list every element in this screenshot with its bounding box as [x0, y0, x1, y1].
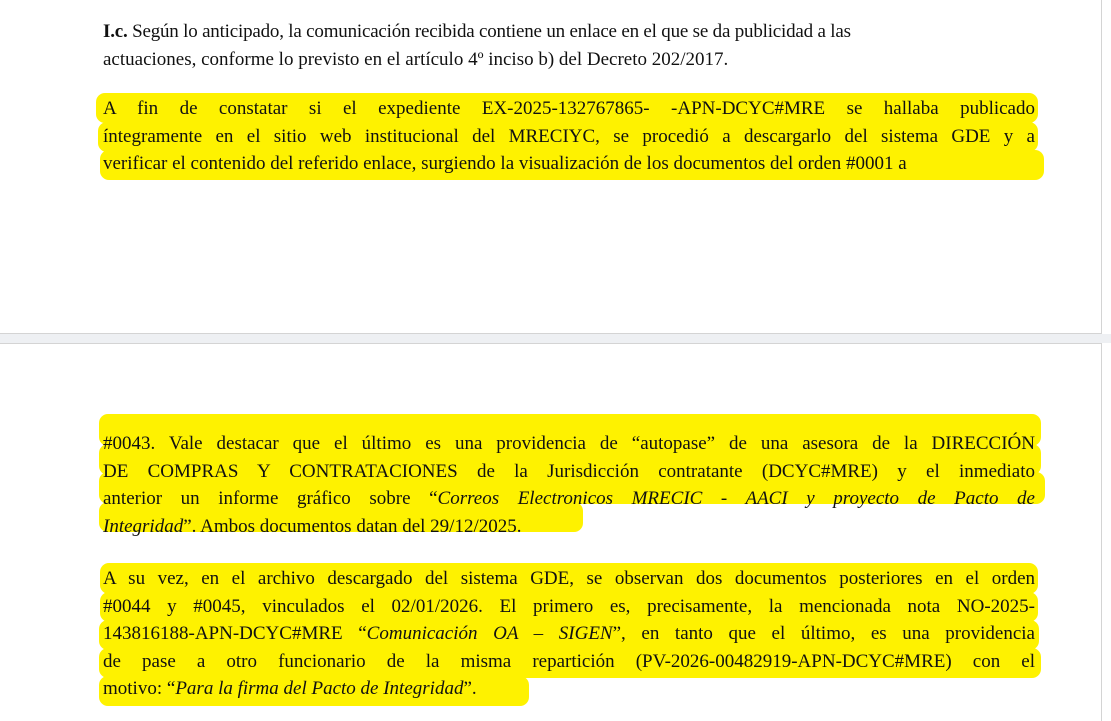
document-page-1	[0, 0, 1102, 334]
paragraph-line: Integridad”. Ambos documentos datan del 29/12/2025.	[103, 515, 522, 537]
paragraph-line: I.c. Según lo anticipado, la comunicación recibida contiene un enlace en el que se da publicidad a las	[103, 21, 851, 42]
document-page-2	[0, 343, 1102, 721]
paragraph-gde	[103, 565, 1035, 703]
paragraph-expediente	[103, 95, 1035, 178]
paragraph-line: 143816188-APN-DCYC#MRE “Comunicación OA – SIGEN”, en tanto que el último, es una providencia	[103, 623, 1035, 644]
paragraph-line: motivo: “Para la firma del Pacto de Integridad”.	[103, 678, 477, 699]
paragraph-line: de pase a otro funcionario de la misma repartición (PV-2026-00482919-APN-DCYC#MRE) con el	[103, 650, 1035, 672]
section-label: I.c.	[103, 21, 128, 42]
paragraph-line: A fin de constatar si el expediente EX-2025-132767865- -APN-DCYC#MRE se hallaba publicado	[103, 98, 1035, 119]
paragraph-line: #0044 y #0045, vinculados el 02/01/2026. El primero es, precisamente, la mencionada nota NO-2025-	[103, 595, 1035, 617]
paragraph-line: #0043. Vale destacar que el último es una providencia de “autopase” de una asesora de la DIRECCIÓN	[103, 433, 1035, 454]
paragraph-line: A su vez, en el archivo descargado del sistema GDE, se observan dos documentos posteriores en el orden	[103, 568, 1035, 589]
paragraph-line: DE COMPRAS Y CONTRATACIONES de la Jurisdicción contratante (DCYC#MRE) y el inmediato	[103, 460, 1035, 482]
paragraph-line: anterior un informe gráfico sobre “Correos Electronicos MRECIC - AACI y proyecto de Pacto de	[103, 488, 1035, 509]
paragraph-ic	[103, 18, 1035, 73]
paragraph-line: íntegramente en el sitio web institucional del MRECIYC, se procedió a descargarlo del sistema GDE y a	[103, 125, 1035, 147]
page-separator	[0, 334, 1111, 343]
paragraph-line: actuaciones, conforme lo previsto en el artículo 4º inciso b) del Decreto 202/2017.	[103, 48, 729, 70]
paragraph-line: verificar el contenido del referido enlace, surgiendo la visualización de los documentos del orden #0001 a	[103, 153, 907, 174]
